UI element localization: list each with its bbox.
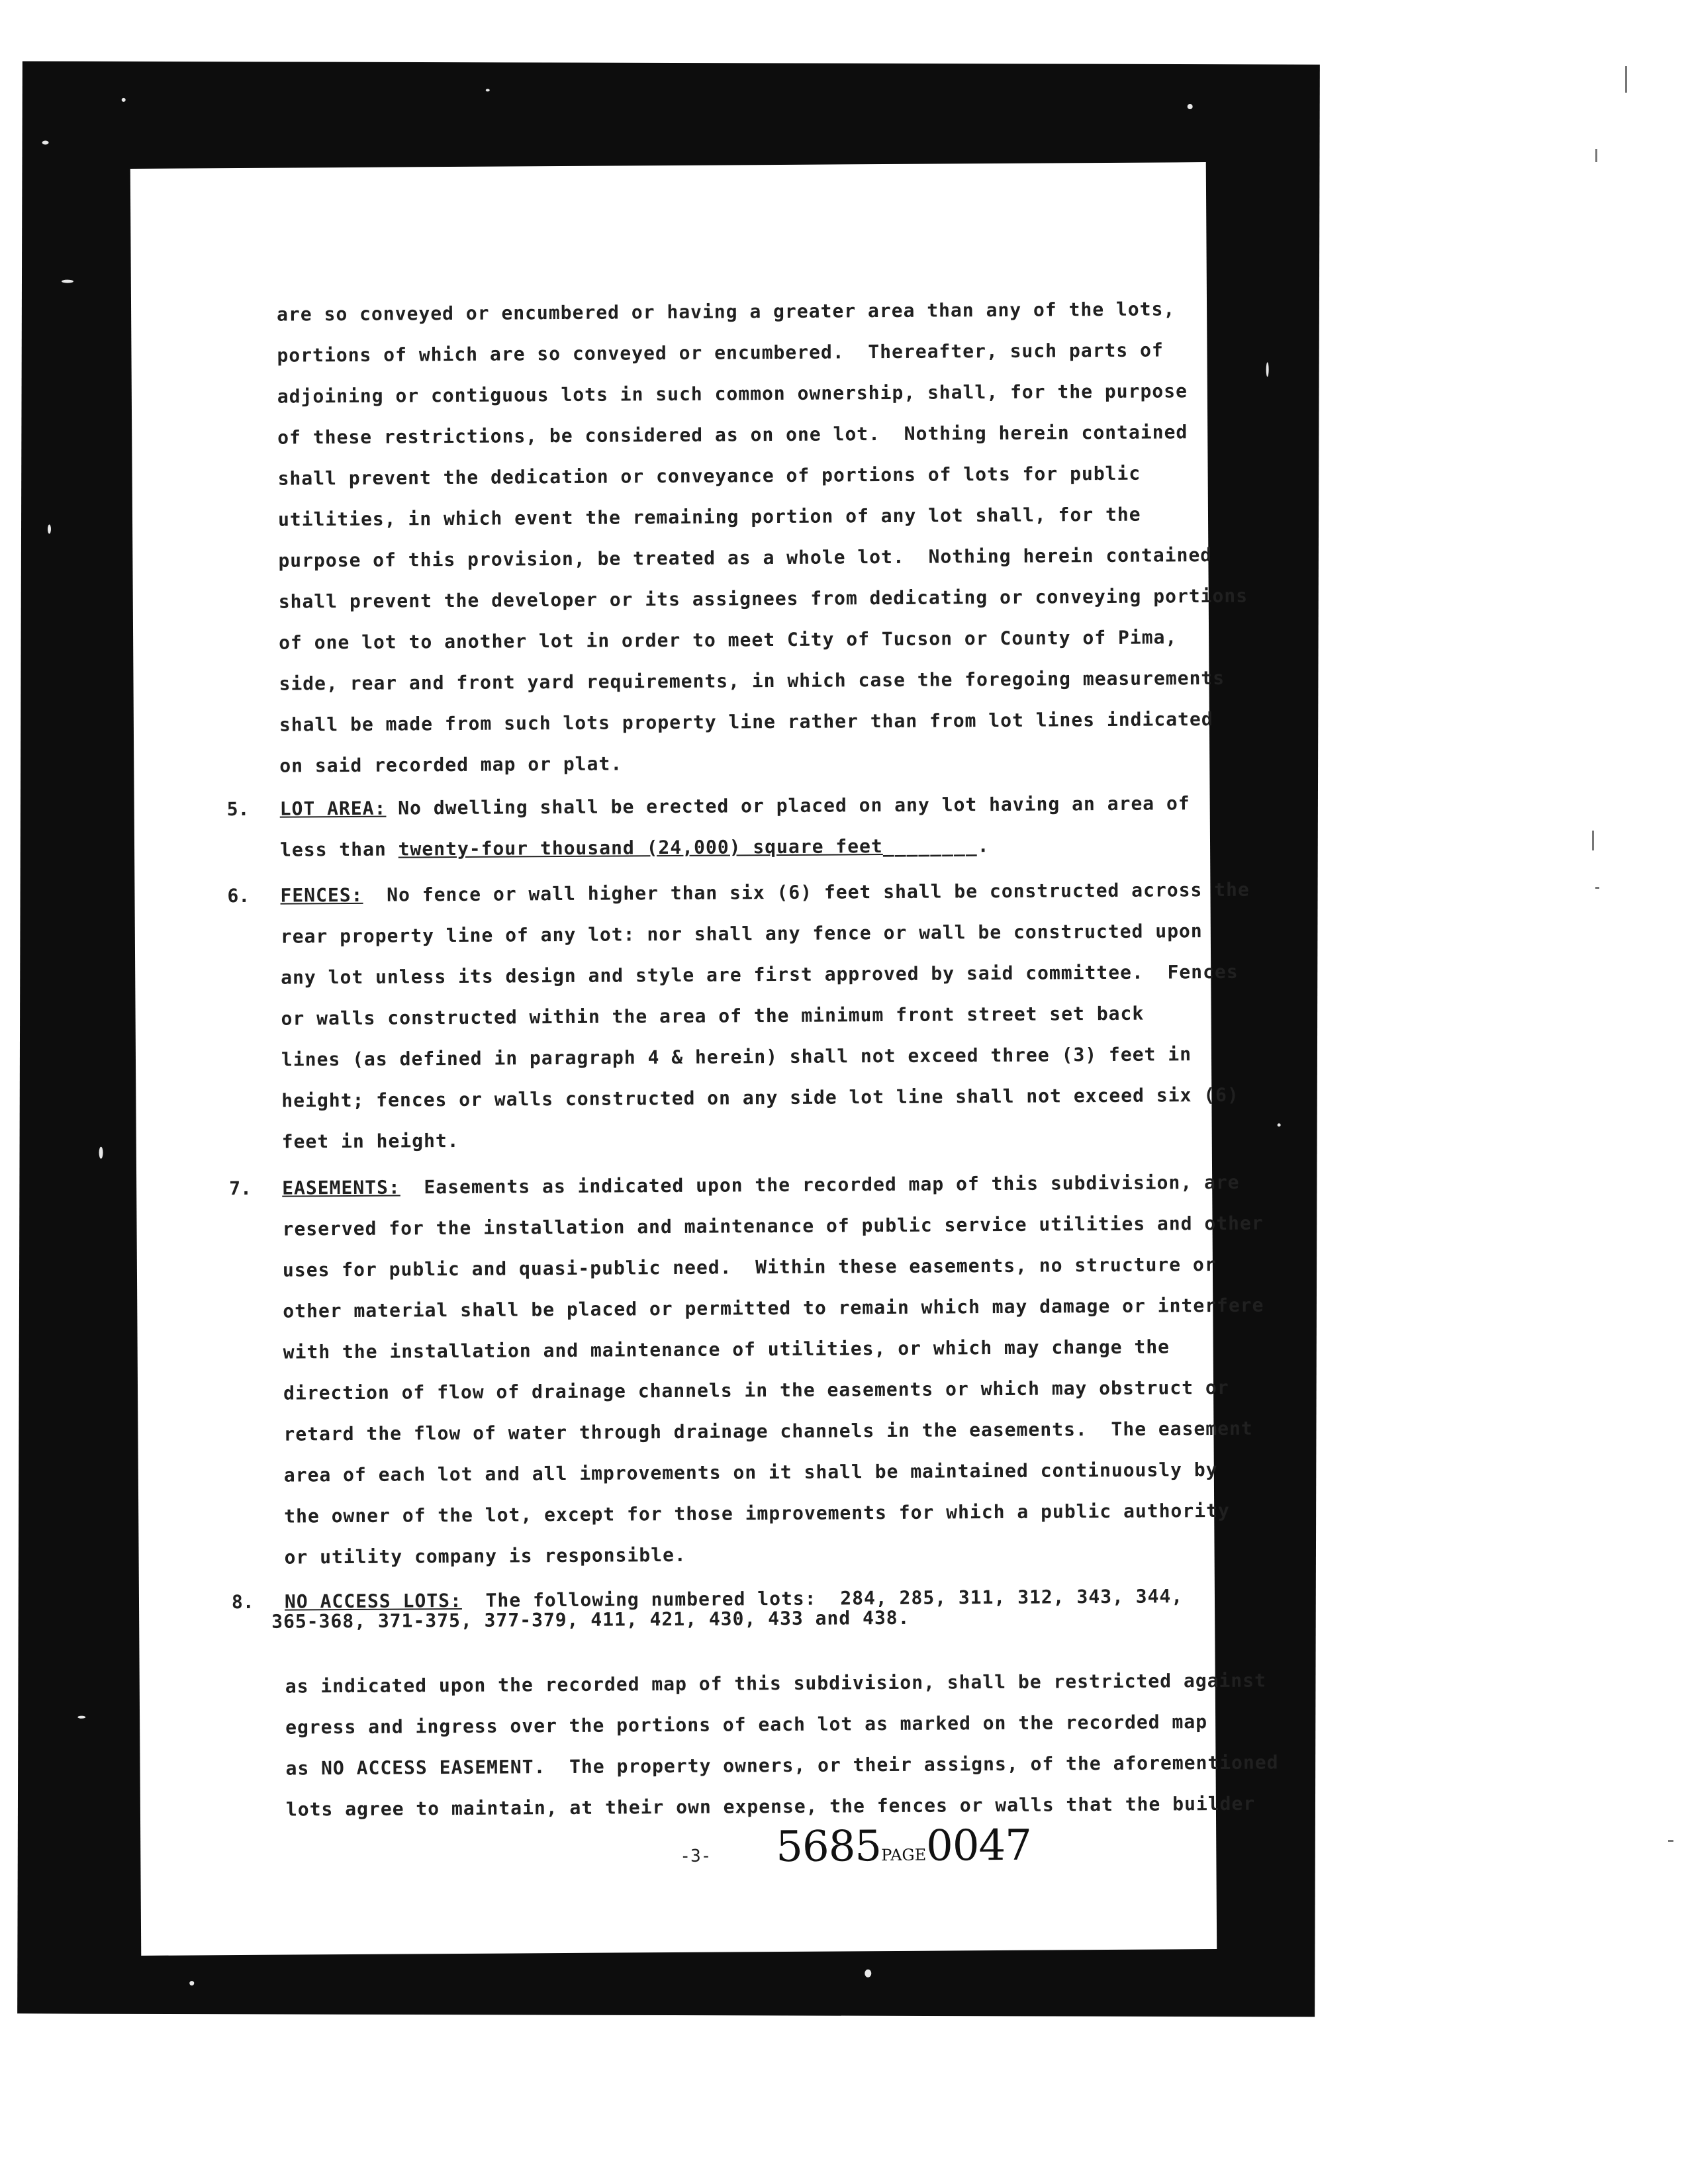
recording-stamp: [776, 1821, 1031, 1872]
stamp-page-label: PAGE: [881, 1845, 927, 1865]
section-number: 8.: [231, 1590, 254, 1614]
paragraph-line: purpose of this provision, be treated as a whole lot. Nothing herein contained: [278, 544, 1213, 572]
section-text-line: rear property line of any lot: nor shall any fence or wall be constructed upon: [280, 920, 1203, 948]
lot-area-value: twenty-four thousand (24,000) square feet: [398, 835, 883, 860]
document-text: [130, 162, 1279, 1956]
section-text: No dwelling shall be erected or placed on any lot having an area of: [386, 792, 1190, 819]
margin-mark: [1668, 1840, 1673, 1842]
margin-mark: [1595, 149, 1597, 162]
section-text: less than: [279, 838, 399, 861]
paragraph-line: shall prevent the dedication or conveyance of portions of lots for public: [277, 462, 1141, 490]
section-heading: LOT AREA:: [279, 797, 387, 820]
section-text-line: egress and ingress over the portions of each lot as marked on the recorded map: [285, 1711, 1208, 1739]
stamp-docket: 5685: [776, 1822, 882, 1872]
section-text: No fence or wall higher than six (6) feet shall be constructed across the: [363, 878, 1250, 906]
section-heading: NO ACCESS LOTS:: [284, 1589, 462, 1613]
paragraph-line: are so conveyed or encumbered or having a greater area than any of the lots,: [277, 298, 1176, 326]
section-text-line: or utility company is responsible.: [284, 1543, 686, 1569]
paragraph-line: on said recorded map or plat.: [279, 752, 623, 777]
section-5-first-line: [280, 792, 1190, 819]
section-text-line: lines (as defined in paragraph 4 & herein) shall not exceed three (3) feet in: [281, 1043, 1192, 1071]
section-heading: FENCES:: [280, 884, 363, 907]
section-text-line: retard the flow of water through drainage channels in the easements. The easement: [283, 1417, 1253, 1445]
section-text: The following numbered lots: 284, 285, 311, 312, 343, 344,: [461, 1585, 1184, 1612]
section-text-line: uses for public and quasi-public need. Within these easements, no structure or: [282, 1253, 1217, 1281]
paragraph-line: shall be made from such lots property line rather than from lot lines indicated: [279, 708, 1213, 736]
paragraph-line: of these restrictions, be considered as on one lot. Nothing herein contained: [277, 421, 1188, 449]
paragraph-line: utilities, in which event the remaining portion of any lot shall, for the: [277, 503, 1141, 531]
section-number: 7.: [229, 1177, 252, 1200]
section-text-line: with the installation and maintenance of utilities, or which may change the: [283, 1336, 1170, 1363]
paragraph-line: shall prevent the developer or its assignees from dedicating or conveying portions: [278, 584, 1248, 613]
section-text-line: height; fences or walls constructed on any side lot line shall not exceed six (6): [281, 1083, 1239, 1112]
lot-number-list: 365-368, 371-375, 377-379, 411, 421, 430, 433 and 438.: [271, 1606, 910, 1633]
section-7-first-line: [282, 1171, 1240, 1199]
section-number: 6.: [227, 884, 250, 907]
section-text-line: any lot unless its design and style are first approved by said committee. Fences: [281, 960, 1239, 989]
paragraph-line: adjoining or contiguous lots in such common ownership, shall, for the purpose: [277, 380, 1188, 408]
section-text-line: as NO ACCESS EASEMENT. The property owners, or their assigns, of the aforementioned: [285, 1751, 1279, 1780]
section-number: 5.: [226, 797, 250, 821]
section-text-line: direction of flow of drainage channels in the easements or which may obstruct or: [283, 1376, 1229, 1404]
margin-mark: [1625, 66, 1627, 93]
section-heading: EASEMENTS:: [282, 1176, 400, 1199]
paragraph-line: portions of which are so conveyed or encumbered. Thereafter, such parts of: [277, 339, 1164, 367]
section-text-line: the owner of the lot, except for those improvements for which a public authority: [284, 1499, 1230, 1527]
section-6-first-line: [280, 879, 1250, 907]
section-text: ________.: [882, 835, 990, 858]
paragraph-line: side, rear and front yard requirements, in which case the foregoing measurements: [279, 666, 1225, 695]
margin-mark: [1595, 887, 1599, 889]
section-5-second-line: [280, 835, 990, 861]
document-page: [130, 162, 1279, 1956]
margin-mark: [1592, 831, 1594, 850]
section-text-line: or walls constructed within the area of the minimum front street set back: [281, 1002, 1145, 1030]
section-text-line: feet in height.: [281, 1129, 459, 1153]
page-number: -3-: [680, 1846, 712, 1866]
section-text-line: lots agree to maintain, at their own expense, the fences or walls that the builder: [285, 1792, 1256, 1821]
paragraph-line: of one lot to another lot in order to meet City of Tucson or County of Pima,: [279, 626, 1178, 654]
section-text-line: as indicated upon the recorded map of this subdivision, shall be restricted against: [285, 1669, 1267, 1698]
stamp-page: 0047: [925, 1821, 1032, 1871]
section-text: Easements as indicated upon the recorded map of this subdivision, are: [400, 1171, 1240, 1199]
section-text-line: reserved for the installation and maintenance of public service utilities and other: [282, 1212, 1264, 1240]
section-text-line: area of each lot and all improvements on it shall be maintained continuously by: [283, 1458, 1218, 1486]
section-text-line: other material shall be placed or permitted to remain which may damage or interfere: [283, 1294, 1264, 1322]
